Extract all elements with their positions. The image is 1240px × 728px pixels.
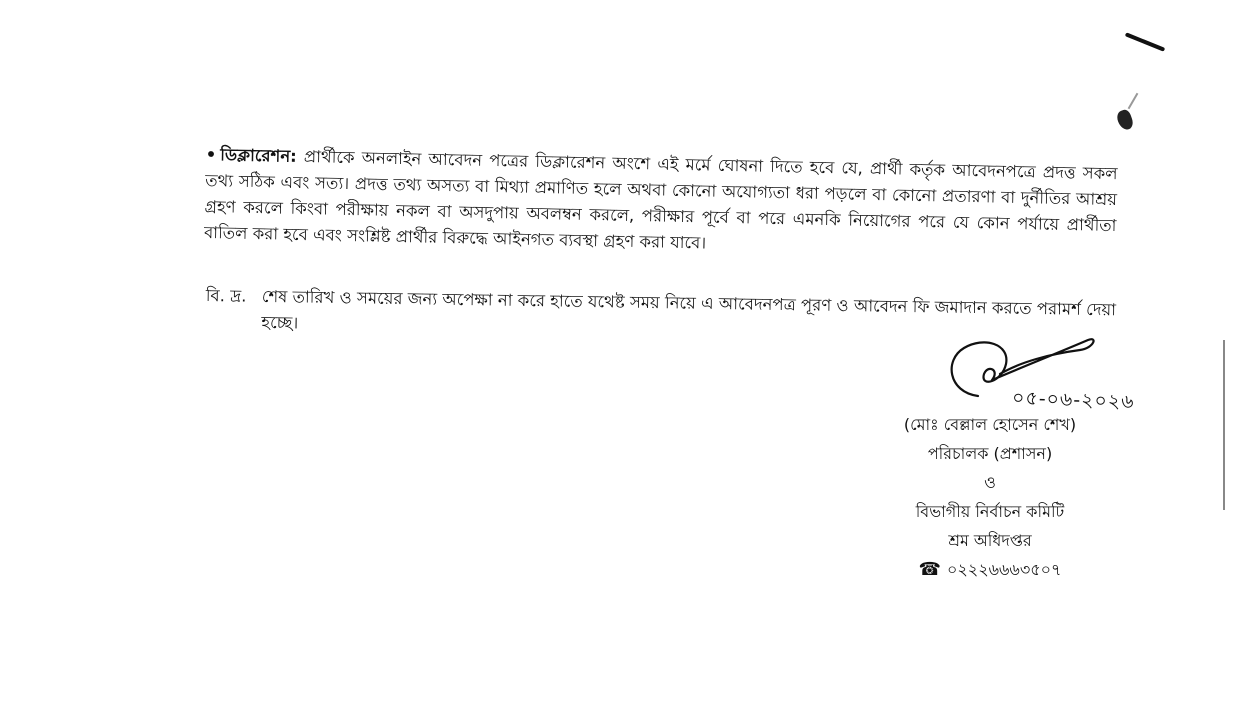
declaration-paragraph [204,142,1118,265]
bullet-icon: • [205,144,217,165]
phone-line [880,555,1100,584]
conjunction-text: ও [984,473,996,492]
phone-number: ০২২২৬৬৬৩৫০৭ [947,560,1062,579]
signatory-designation: পরিচালক (প্রশাসন) [927,444,1053,463]
signature-block [880,410,1100,584]
scan-edge-line [1223,340,1225,510]
committee-name: বিভাগীয় নির্বাচন কমিটি [915,502,1065,521]
telephone-icon: ☎ [918,559,941,580]
declaration-label: ডিক্লারেশন: [220,145,297,166]
scan-mark [1128,93,1139,110]
signature-date: ০৫-০৬-২০২৬ [1011,386,1135,414]
office-name: শ্রম অধিদপ্তর [948,531,1032,550]
declaration-text: প্রার্থীকে অনলাইন আবেদন পত্রের ডিক্লারেশন অংশে এই মর্মে ঘোষনা দিতে হবে যে, প্রার্থী কর্তৃক আবেদনপত্রে প্রদত্ত সকল তথ্য সঠিক এবং সত্য। প্রদত্ত তথ্য অসত্য বা মিথ্যা প্রমাণিত হলে অথবা কোনো অযোগ্যতা ধরা পড়লে বা কোনো প্রতারণা বা দুর্নীতির আশ্রয় গ্রহণ করলে কিংবা পরীক্ষায় নকল বা অসদুপায় অবলম্বন করলে, পরীক্ষার পূর্বে বা পরে এমনকি নিয়োগের পরে যে কোন পর্যায়ে প্রার্থীতা বাতিল করা হবে এবং সংশ্লিষ্ট প্রার্থীর বিরুদ্ধে আইনগত ব্যবস্থা গ্রহণ করা যাবে। [203,147,1118,253]
signatory-name: (মোঃ বেল্লাল হোসেন শেখ) [903,415,1077,434]
note-text: শেষ তারিখ ও সময়ের জন্য অপেক্ষা না করে হাতে যথেষ্ট সময় নিয়ে এ আবেদনপত্র পূরণ ও আবেদন ফি জমাদান করতে পরামর্শ দেয়া হচ্ছে। [261,286,1117,333]
note-label: বি. দ্র. [205,285,247,306]
scan-mark [1125,32,1165,51]
scan-mark [1115,108,1135,132]
